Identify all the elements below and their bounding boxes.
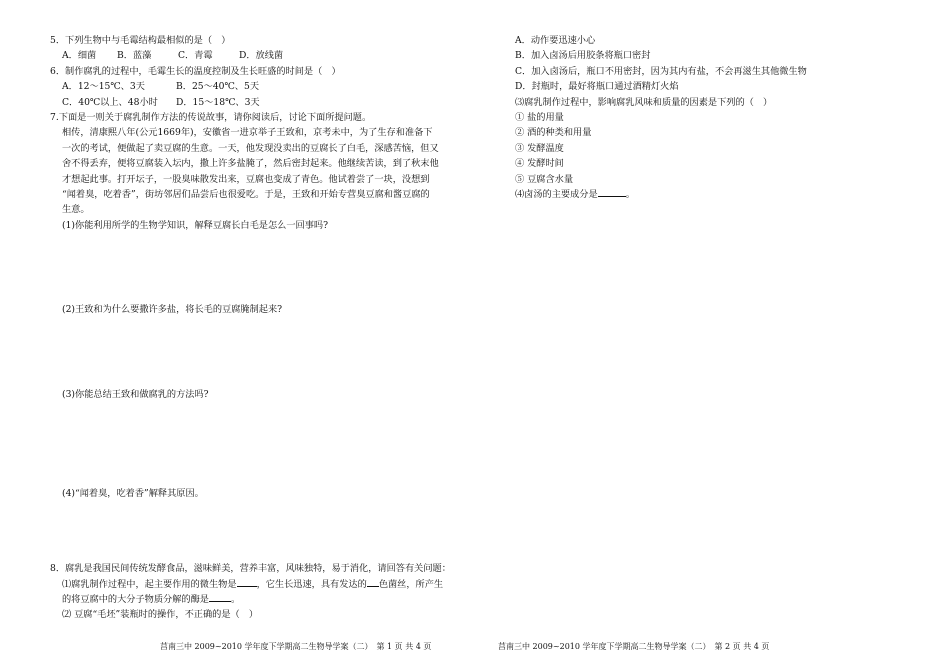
q6-option-c: C．40℃以上、48小时 <box>62 96 158 108</box>
page-footer-right: 莒南三中 2009~2010 学年度下学期高二生物导学案（二） 第 2 页 共 4 页 <box>498 642 770 651</box>
q8-2-option-d: D．封瓶时，最好将瓶口通过酒精灯火焰 <box>515 81 679 93</box>
q5-option-c: C．青霉 <box>178 50 213 62</box>
q8-stem: 8．腐乳是我国民间传统发酵食品，滋味鲜美，营养丰富，风味独特，易于消化，请回答有关问题： <box>50 563 451 575</box>
q8-sub-question-1 <box>50 577 455 592</box>
q8-s1-text-a: ⑴腐乳制作过程中，起主要作用的微生物是 <box>62 578 237 590</box>
q6-options-row1 <box>50 79 455 94</box>
q7-sub-question-1: (1)你能利用所学的生物学知识，解释豆腐长白毛是怎么一回事吗? <box>62 219 329 231</box>
q7-story-line: “闻着臭，吃着香”，街坊邻居们品尝后也很爱吃。于是，王致和开始专营臭豆腐和酱豆腐的 <box>62 188 430 200</box>
q8-s4-text-b: 。 <box>625 188 635 200</box>
q5-option-b: B．蓝藻 <box>117 50 152 62</box>
q6-options-row2 <box>50 95 455 110</box>
page-footer-left: 莒南三中 2009~2010 学年度下学期高二生物导学案（二） 第 1 页 共 4 页 <box>160 642 432 651</box>
right-column <box>515 33 835 202</box>
q8-sub-question-4 <box>515 187 835 202</box>
q8-s1-text-d: 的将豆腐中的大分子物质分解的酶是 <box>62 594 209 606</box>
factor-item: ⑤ 豆腐含水量 <box>515 173 574 185</box>
q5-stem: 5．下列生物中与毛霉结构最相似的是（ ） <box>50 35 231 46</box>
answer-blank[interactable] <box>367 577 379 587</box>
q8-2-option-b: B．加入卤汤后用胶条将瓶口密封 <box>515 50 651 62</box>
q8-sub-question-1-cont <box>50 592 455 607</box>
q7-story-line: 舍不得丢弃，便将豆腐装入坛内，撒上许多盐腌了，然后密封起来。他继续苦读，到了秋末他 <box>62 158 439 170</box>
answer-blank[interactable] <box>237 577 257 587</box>
q7-story-line: 生意。 <box>62 204 90 216</box>
q6-option-d: D．15～18℃、3天 <box>176 96 260 108</box>
q8-2-option-a: A．动作要迅速小心 <box>515 35 596 46</box>
q6-option-a: A．12～15℃、3天 <box>62 81 145 93</box>
left-column <box>50 33 455 623</box>
q7-sub-question-4: (4)“闻着臭，吃着香”解释其原因。 <box>62 487 204 499</box>
factor-item: ③ 发酵温度 <box>515 142 564 154</box>
q8-s1-text-b: ，它生长迅速，具有发达的 <box>256 578 367 590</box>
answer-blank[interactable] <box>209 592 231 602</box>
q8-s1-text-e: 。 <box>231 594 241 606</box>
q5-options <box>50 48 455 63</box>
answer-blank[interactable] <box>598 187 626 197</box>
q7-sub-question-3: (3)你能总结王致和做腐乳的方法吗? <box>62 388 209 400</box>
q7-story-line: 才想起此事。打开坛子，一股臭味散发出来，豆腐也变成了青色。他试着尝了一块，没想到 <box>62 173 430 185</box>
q7-stem: 7.下面是一则关于腐乳制作方法的传说故事，请你阅读后，讨论下面所提问题。 <box>50 112 372 123</box>
factor-item: ④ 发酵时间 <box>515 158 564 170</box>
q7-sub-question-2: (2)王致和为什么要撒许多盐，将长毛的豆腐腌制起来? <box>62 304 283 316</box>
q6-option-b: B．25～40℃、5天 <box>176 81 260 93</box>
factor-item: ① 盐的用量 <box>515 111 564 123</box>
factor-item: ② 酒的种类和用量 <box>515 127 592 139</box>
q8-s4-text-a: ⑷卤汤的主要成分是 <box>515 188 598 200</box>
q8-sub-question-3: ⑶腐乳制作过程中，影响腐乳风味和质量的因素是下列的（ ） <box>515 96 773 108</box>
q8-s1-text-c: 色菌丝，所产生 <box>378 578 444 590</box>
q7-story-line: 相传，清康熙八年(公元1669年)，安徽省一进京举子王致和，京考未中，为了生存和准备下 <box>62 127 433 139</box>
q5-option-a: A．细菌 <box>62 50 97 62</box>
q8-sub-question-2: ⑵ 豆腐“毛坯”装瓶时的操作，不正确的是（ ） <box>62 609 259 621</box>
q6-stem: 6．制作腐乳的过程中，毛霉生长的温度控制及生长旺盛的时间是（ ） <box>50 65 341 77</box>
q5-option-d: D．放线菌 <box>239 50 284 62</box>
q8-2-option-c: C．加入卤汤后，瓶口不用密封，因为其内有盐，不会再滋生其他微生物 <box>515 65 807 77</box>
q7-story-line: 一次的考试，便做起了卖豆腐的生意。一天，他发现没卖出的豆腐长了白毛，深感苦恼，但又 <box>62 142 439 154</box>
